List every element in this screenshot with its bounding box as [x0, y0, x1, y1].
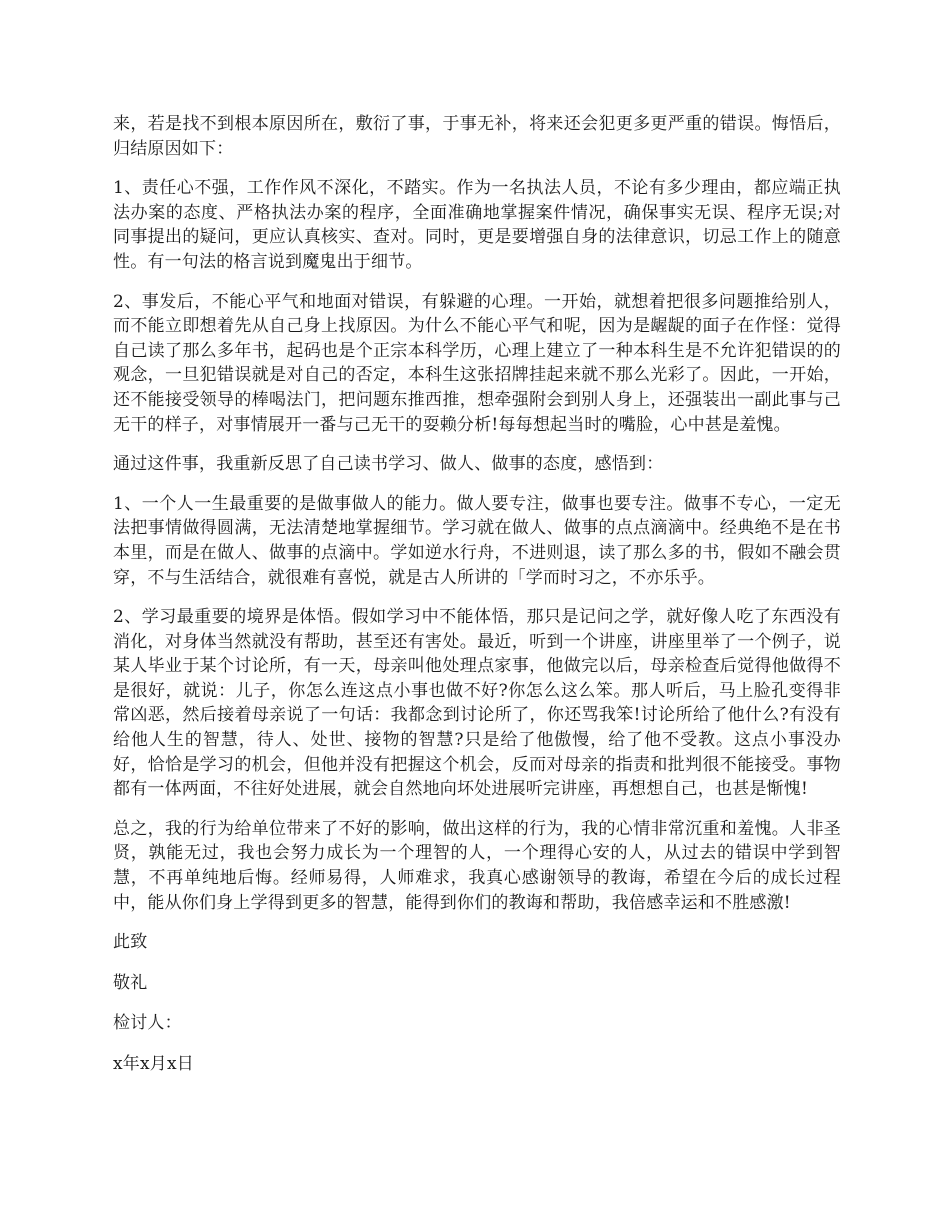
paragraph-reason-2: 2、事发后，不能心平气和地面对错误，有躲避的心理。一开始，就想着把很多问题推给别人，而不能立即想着先从自己身上找原因。为什么不能心平气和呢，因为是龌龊的面子在作怪：觉得自己读了那么多年书，起码也是个正宗本科学历，心理上建立了一种本科生是不允许犯错误的的观念，一旦犯错误就是对自己的否定，本科生这张招牌挂起来就不那么光彩了。因此，一开始，还不能接受领导的棒喝法门，把问题东推西推，想牵强附会到别人身上，还强装出一副此事与己无干的样子，对事情展开一番与己无干的耍赖分析!每每想起当时的嘴脸，心中甚是羞愧。 [113, 291, 841, 435]
paragraph-reason-1: 1、责任心不强，工作作风不深化，不踏实。作为一名执法人员，不论有多少理由，都应端正执法办案的态度、严格执法办案的程序，全面准确地掌握案件情况，确保事实无误、程序无误;对同事提出的疑问，更应认真核实、查对。同时，更是要增强自身的法律意识，切忌工作上的随意性。有一句法的格言说到魔鬼出于细节。 [113, 178, 841, 272]
paragraph-insight-1: 1、一个人一生最重要的是做事做人的能力。做人要专注，做事也要专注。做事不专心，一定无法把事情做得圆满，无法清楚地掌握细节。学习就在做人、做事的点点滴滴中。经典绝不是在书本里，而是在做人、做事的点滴中。学如逆水行舟，不进则退，读了那么多的书，假如不融会贯穿，不与生活结合，就很难有喜悦，就是古人所讲的「学而时习之，不亦乐乎。 [113, 493, 841, 588]
document-date: x年x月x日 [113, 1054, 194, 1074]
document-body [113, 112, 841, 1093]
paragraph-intro: 来，若是找不到根本原因所在，敷衍了事，于事无补，将来还会犯更多更严重的错误。悔悟后，归结原因如下： [113, 114, 841, 159]
closing-salutation: 此致 [113, 932, 148, 953]
paragraph-reflection: 通过这件事，我重新反思了自己读书学习、做人、做事的态度，感悟到： [113, 454, 664, 475]
paragraph-conclusion: 总之，我的行为给单位带来了不好的影响，做出这样的行为，我的心情非常沉重和羞愧。人非圣贤，孰能无过，我也会努力成长为一个理智的人，一个理得心安的人，从过去的错误中学到智慧，不再单纯地后悔。经师易得，人师难求，我真心感谢领导的教诲，希望在今后的成长过程中，能从你们身上学得到更多的智慧，能得到你们的教诲和帮助，我倍感幸运和不胜感激! [113, 818, 841, 913]
paragraph-insight-2: 2、学习最重要的境界是体悟。假如学习中不能体悟，那只是记问之学，就好像人吃了东西没有消化，对身体当然就没有帮助，甚至还有害处。最近，听到一个讲座，讲座里举了一个例子，说某人毕业于某个讨论所，有一天，母亲叫他处理点家事，他做完以后，母亲检查后觉得他做得不是很好，就说：儿子，你怎么连这点小事也做不好?你怎么这么笨。那人听后，马上脸孔变得非常凶恶，然后接着母亲说了一句话：我都念到讨论所了，你还骂我笨!讨论所给了他什么?有没有给他人生的智慧，待人、处世、接物的智慧?只是给了他傲慢，给了他不受教。这点小事没办好，恰恰是学习的机会，但他并没有把握这个机会，反而对母亲的指责和批判很不能接受。事物都有一体两面，不往好处进展，就会自然地向坏处进展听完讲座，再想想自己，也甚是惭愧! [113, 607, 841, 800]
closing-regards: 敬礼 [113, 972, 148, 993]
signer-label: 检讨人： [113, 1013, 182, 1034]
